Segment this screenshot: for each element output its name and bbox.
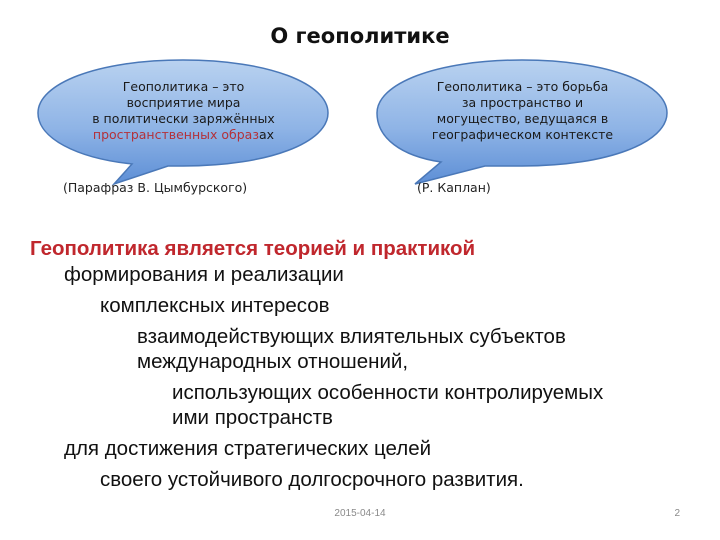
left-bubble-line: восприятие мира [126,95,241,110]
definition-line: комплексных интересов [100,294,330,317]
right-bubble-line: географическом контексте [431,127,614,142]
page-number: 2 [674,508,680,519]
phrase-tail: ах [259,127,275,142]
definition-line: международных отношений, [137,350,409,373]
definition-line: ими пространств [172,406,333,429]
footer-date: 2015-04-14 [334,508,386,519]
right-quote-attribution: (Р. Каплан) [417,180,491,195]
definition-line: для достижения стратегических целей [64,437,432,460]
left-bubble-line: Геополитика – это [122,79,245,94]
left-bubble-line: в политически заряжённых [92,111,275,126]
left-quote-attribution: (Парафраз В. Цымбурского) [63,180,248,195]
highlighted-phrase: пространственных образ [92,127,259,142]
definition-line: формирования и реализации [64,263,344,286]
slide-title: О геополитике [270,24,450,48]
right-bubble-line: могущество, ведущаяся в [436,111,609,126]
right-bubble-line: Геополитика – это борьба [436,79,609,94]
definition-line: использующих особенности контролируемых [172,381,604,404]
definition-line: взаимодействующих влиятельных субъектов [137,325,566,348]
definition-lead: Геополитика является теорией и практикой [30,237,476,260]
definition-line: своего устойчивого долгосрочного развития. [100,468,524,491]
right-bubble-line: за пространство и [461,95,584,110]
